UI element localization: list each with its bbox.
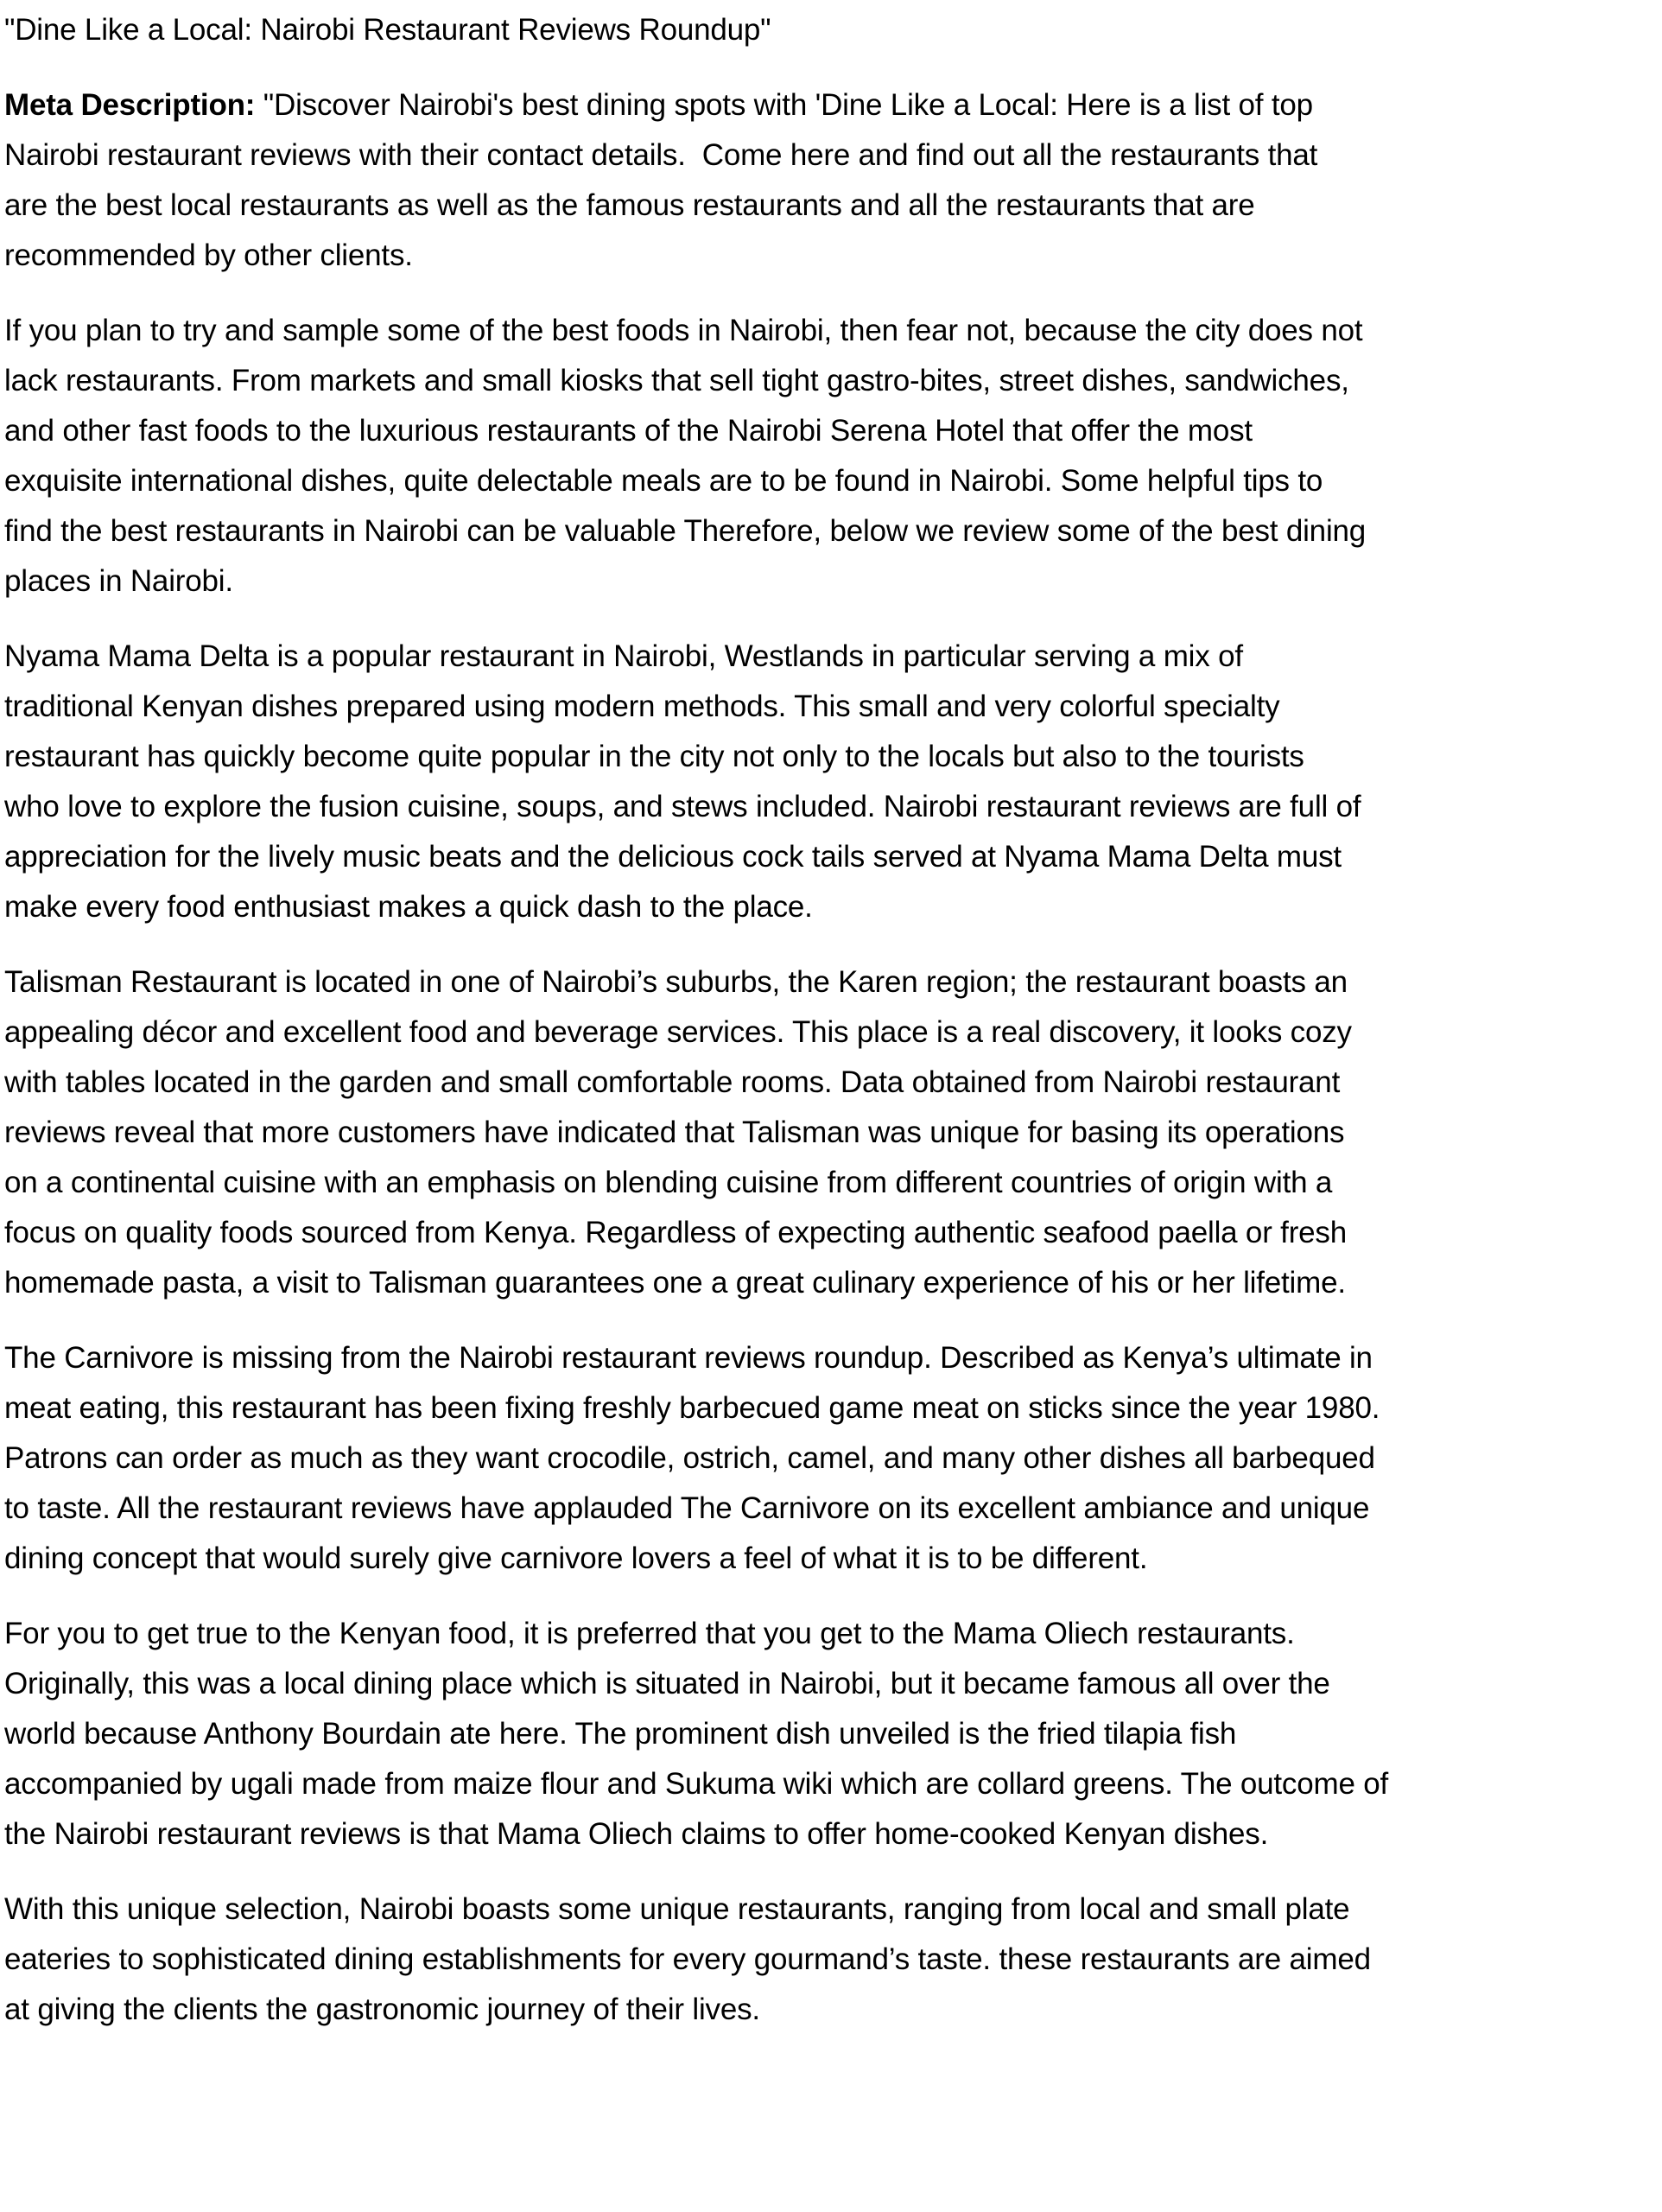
paragraph-title (4, 5, 1580, 55)
text-line: reviews reveal that more customers have indicated that Talisman was unique for basing its operations (4, 1116, 1345, 1149)
text-line: accompanied by ugali made from maize flour and Sukuma wiki which are collard greens. The outcome of (4, 1767, 1389, 1801)
text-line: make every food enthusiast makes a quick dash to the place. (4, 890, 813, 924)
paragraph-closing (4, 1885, 1580, 2035)
document-title-line: "Dine Like a Local: Nairobi Restaurant Reviews Roundup" (4, 13, 771, 47)
text-line: Nyama Mama Delta is a popular restaurant in Nairobi, Westlands in particular serving a mix of (4, 639, 1243, 673)
text-line: are the best local restaurants as well as the famous restaurants and all the restaurants that are (4, 188, 1255, 222)
text-line: dining concept that would surely give carnivore lovers a feel of what it is to be different. (4, 1541, 1148, 1575)
text-line: focus on quality foods sourced from Kenya. Regardless of expecting authentic seafood paella or fresh (4, 1216, 1347, 1249)
text-line: world because Anthony Bourdain ate here. The prominent dish unveiled is the fried tilapia fish (4, 1717, 1237, 1751)
text-line: If you plan to try and sample some of the best foods in Nairobi, then fear not, because the city does not (4, 314, 1363, 347)
text-line: The Carnivore is missing from the Nairobi restaurant reviews roundup. Described as Kenya’s ultimate in (4, 1341, 1373, 1375)
text-line: With this unique selection, Nairobi boasts some unique restaurants, ranging from local and small plate (4, 1892, 1350, 1926)
paragraph-mama-oliech (4, 1609, 1580, 1859)
text-line (4, 80, 1580, 130)
text-line: recommended by other clients. (4, 238, 413, 272)
text-line: Originally, this was a local dining place which is situated in Nairobi, but it became famous all over the (4, 1667, 1330, 1700)
paragraph-meta-description (4, 80, 1580, 281)
text-line: traditional Kenyan dishes prepared using modern methods. This small and very colorful specialty (4, 690, 1280, 723)
text-line: find the best restaurants in Nairobi can be valuable Therefore, below we review some of the best dining (4, 514, 1367, 548)
text-line: Nairobi restaurant reviews with their contact details. Come here and find out all the restaurants that (4, 138, 1318, 172)
text-line: meat eating, this restaurant has been fixing freshly barbecued game meat on sticks since the year 1980. (4, 1391, 1380, 1425)
text-line: restaurant has quickly become quite popular in the city not only to the locals but also to the tourists (4, 740, 1304, 773)
text-line: with tables located in the garden and small comfortable rooms. Data obtained from Nairobi restaurant (4, 1065, 1341, 1099)
text-line: homemade pasta, a visit to Talisman guarantees one a great culinary experience of his or her lifetime. (4, 1266, 1346, 1300)
text-run: "Discover Nairobi's best dining spots with 'Dine Like a Local: Here is a list of top (263, 88, 1313, 122)
paragraph-intro (4, 306, 1580, 607)
text-line: lack restaurants. From markets and small kiosks that sell tight gastro-bites, street dishes, sandwiches, (4, 364, 1349, 397)
text-line: who love to explore the fusion cuisine, soups, and stews included. Nairobi restaurant reviews are full of (4, 790, 1361, 823)
text-line: to taste. All the restaurant reviews have applauded The Carnivore on its excellent ambiance and unique (4, 1491, 1370, 1525)
paragraph-nyama-mama-delta (4, 632, 1580, 932)
paragraph-carnivore (4, 1333, 1580, 1584)
text-line: at giving the clients the gastronomic journey of their lives. (4, 1993, 760, 2026)
text-line: places in Nairobi. (4, 564, 233, 598)
bold-lead: Meta Description: (4, 88, 263, 122)
text-line: Talisman Restaurant is located in one of Nairobi’s suburbs, the Karen region; the restaurant boasts an (4, 965, 1348, 999)
text-line: the Nairobi restaurant reviews is that Mama Oliech claims to offer home-cooked Kenyan dishes. (4, 1817, 1269, 1851)
text-line: and other fast foods to the luxurious restaurants of the Nairobi Serena Hotel that offer the most (4, 414, 1253, 448)
text-line: For you to get true to the Kenyan food, it is preferred that you get to the Mama Oliech restaurants. (4, 1617, 1295, 1650)
paragraph-talisman (4, 957, 1580, 1308)
text-line: eateries to sophisticated dining establishments for every gourmand’s taste. these restaurants are aimed (4, 1942, 1371, 1976)
text-line: appealing décor and excellent food and beverage services. This place is a real discovery, it looks cozy (4, 1015, 1352, 1049)
text-line: on a continental cuisine with an emphasis on blending cuisine from different countries of origin with a (4, 1166, 1333, 1199)
text-line: appreciation for the lively music beats and the delicious cock tails served at Nyama Mama Delta must (4, 840, 1342, 874)
text-line: exquisite international dishes, quite delectable meals are to be found in Nairobi. Some helpful tips to (4, 464, 1323, 498)
text-line: Patrons can order as much as they want crocodile, ostrich, camel, and many other dishes all barbequed (4, 1441, 1375, 1475)
